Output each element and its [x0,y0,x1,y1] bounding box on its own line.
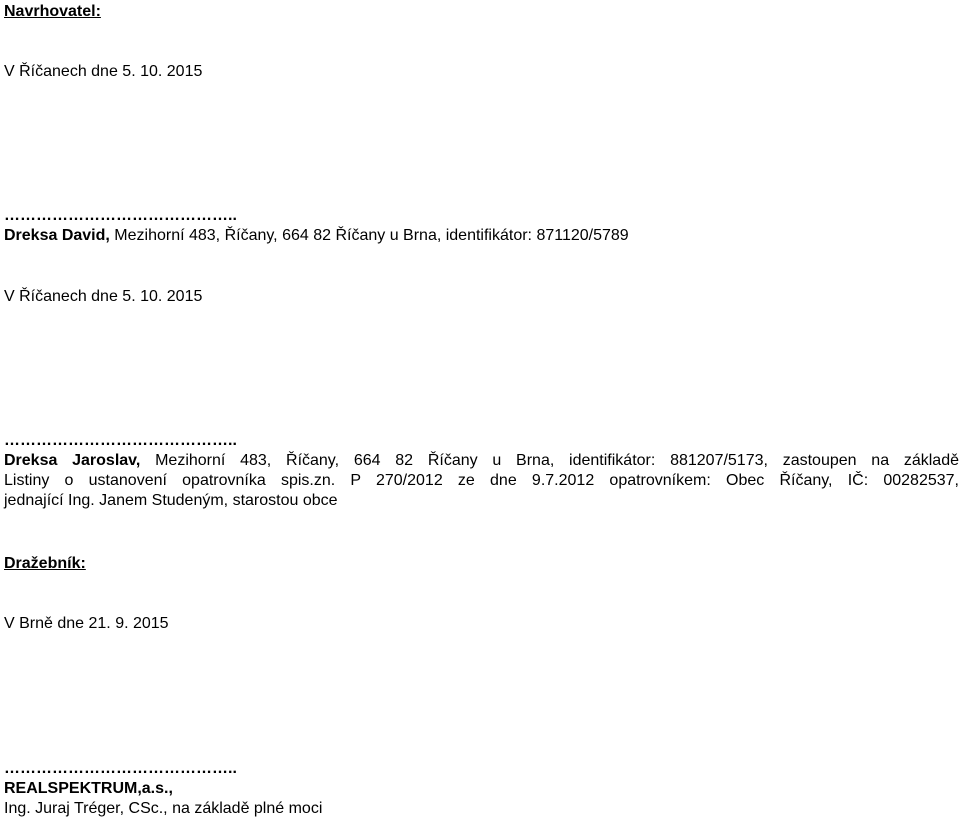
drazebnik-heading: Dražebník: [4,555,86,572]
signature-line-2: …………………………………….. [4,432,237,449]
signature-line-1: …………………………………….. [4,207,237,224]
company-representative: Ing. Juraj Tréger, CSc., na základě plné moci [4,800,323,817]
date-line-2: V Říčanech dne 5. 10. 2015 [4,288,203,305]
date-line-1: V Říčanech dne 5. 10. 2015 [4,63,203,80]
company-name: REALSPEKTRUM,a.s., [4,780,173,797]
signer-2-line-1 [4,451,959,471]
signer-1 [4,226,629,246]
signer-2-line-3: jednající Ing. Janem Studeným, starostou obce [4,492,338,509]
signature-line-3: …………………………………….. [4,760,237,777]
signer-1-details: Mezihorní 483, Říčany, 664 82 Říčany u Brna, identifikátor: 871120/5789 [109,227,629,244]
signer-2-line-2: Listiny o ustanovení opatrovníka spis.zn. P 270/2012 ze dne 9.7.2012 opatrovníkem: Obec Říčany, IČ: 00282537, [4,472,959,489]
signer-2-line-1-rest: Mezihorní 483, Říčany, 664 82 Říčany u Brna, identifikátor: 881207/5173, zastoupen na základě [140,452,960,469]
navrhovatel-heading: Navrhovatel: [4,3,101,20]
date-line-3: V Brně dne 21. 9. 2015 [4,615,169,632]
signer-1-name: Dreksa David, [4,227,110,244]
signer-2-block [4,451,959,511]
signer-2-name: Dreksa Jaroslav, [4,452,141,469]
